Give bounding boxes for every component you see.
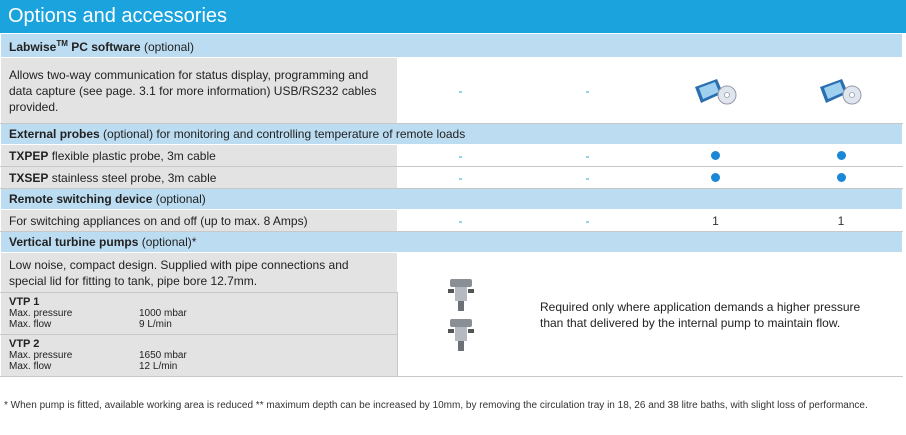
vtp1-flow: 9 L/min — [139, 319, 172, 330]
software-box-icon — [818, 77, 864, 105]
remote-row — [1, 210, 903, 232]
pumps-heading: Vertical turbine pumps — [9, 235, 139, 249]
probes-heading: External probes — [9, 127, 100, 141]
vtp2-pressure-label: Max. pressure — [9, 350, 73, 361]
included-dot-icon — [837, 173, 846, 182]
remote-text: For switching appliances on and off (up to max. 8 Amps) — [1, 210, 398, 232]
probe1-col2: - — [585, 148, 590, 163]
pumps-note: Required only where application demands a higher pressure than that delivered by the internal pump to maintain flow. — [540, 299, 861, 330]
vtp1-name: VTP 1 — [9, 296, 40, 308]
vtp2-flow: 12 L/min — [139, 361, 178, 372]
remote-col4: 1 — [837, 213, 845, 228]
vtp1-pressure-label: Max. pressure — [9, 308, 73, 319]
labwise-col1: - — [458, 83, 463, 98]
probes-heading-rest: (optional) for monitoring and controlling temperature of remote loads — [99, 127, 466, 141]
probe-code: TXSEP — [9, 170, 49, 185]
pump-icon — [446, 277, 476, 313]
page-title: Options and accessories — [0, 0, 906, 33]
included-dot-icon — [711, 151, 720, 160]
options-table — [0, 33, 903, 377]
section-pumps — [1, 232, 903, 253]
included-dot-icon — [711, 173, 720, 182]
pump-icon — [446, 317, 476, 353]
labwise-col2: - — [585, 83, 590, 98]
probe-row-txpep — [1, 145, 903, 167]
labwise-heading-sup: TM — [56, 39, 68, 48]
probe-text: stainless steel probe, 3m cable — [48, 170, 217, 185]
probe2-col1: - — [458, 170, 463, 185]
probe-code: TXPEP — [9, 148, 49, 163]
section-probes — [1, 124, 903, 145]
labwise-heading-suffix: PC software — [67, 40, 141, 54]
vtp2-flow-label: Max. flow — [9, 361, 52, 372]
footnote: * When pump is fitted, available working area is reduced ** maximum depth can be increased by 10mm, by removing the circulation tray in 18, 26 and 38 litre baths, with slight loss of performance. — [4, 400, 868, 411]
pumps-intro-row — [1, 253, 903, 293]
remote-heading: Remote switching device — [9, 192, 153, 206]
vtp2-name: VTP 2 — [9, 338, 40, 350]
included-dot-icon — [837, 151, 846, 160]
probe-row-txsep — [1, 167, 903, 189]
remote-col2: - — [585, 213, 590, 228]
labwise-heading-prefix: Labwise — [9, 40, 57, 54]
remote-col1: - — [458, 213, 463, 228]
pumps-intro: Low noise, compact design. Supplied with pipe connections and special lid for fitting to tank, pipe bore 12.7mm. — [1, 253, 398, 293]
remote-heading-rest: (optional) — [152, 192, 206, 206]
probe-text: flexible plastic probe, 3m cable — [48, 148, 216, 163]
remote-col3: 1 — [712, 213, 719, 228]
section-labwise — [1, 34, 903, 58]
labwise-heading-rest: (optional) — [140, 40, 194, 54]
probe1-col1: - — [458, 148, 463, 163]
section-remote — [1, 189, 903, 210]
software-box-icon — [693, 77, 739, 105]
vtp2-pressure: 1650 mbar — [139, 350, 187, 361]
pumps-heading-rest: (optional)* — [138, 235, 197, 249]
labwise-row — [1, 58, 903, 124]
vtp1-flow-label: Max. flow — [9, 319, 52, 330]
labwise-description: Allows two-way communication for status display, programming and data capture (see page. 3.1 for more information) USB/RS232 cables provided. — [1, 58, 398, 124]
probe2-col2: - — [585, 170, 590, 185]
vtp1-pressure: 1000 mbar — [139, 308, 187, 319]
